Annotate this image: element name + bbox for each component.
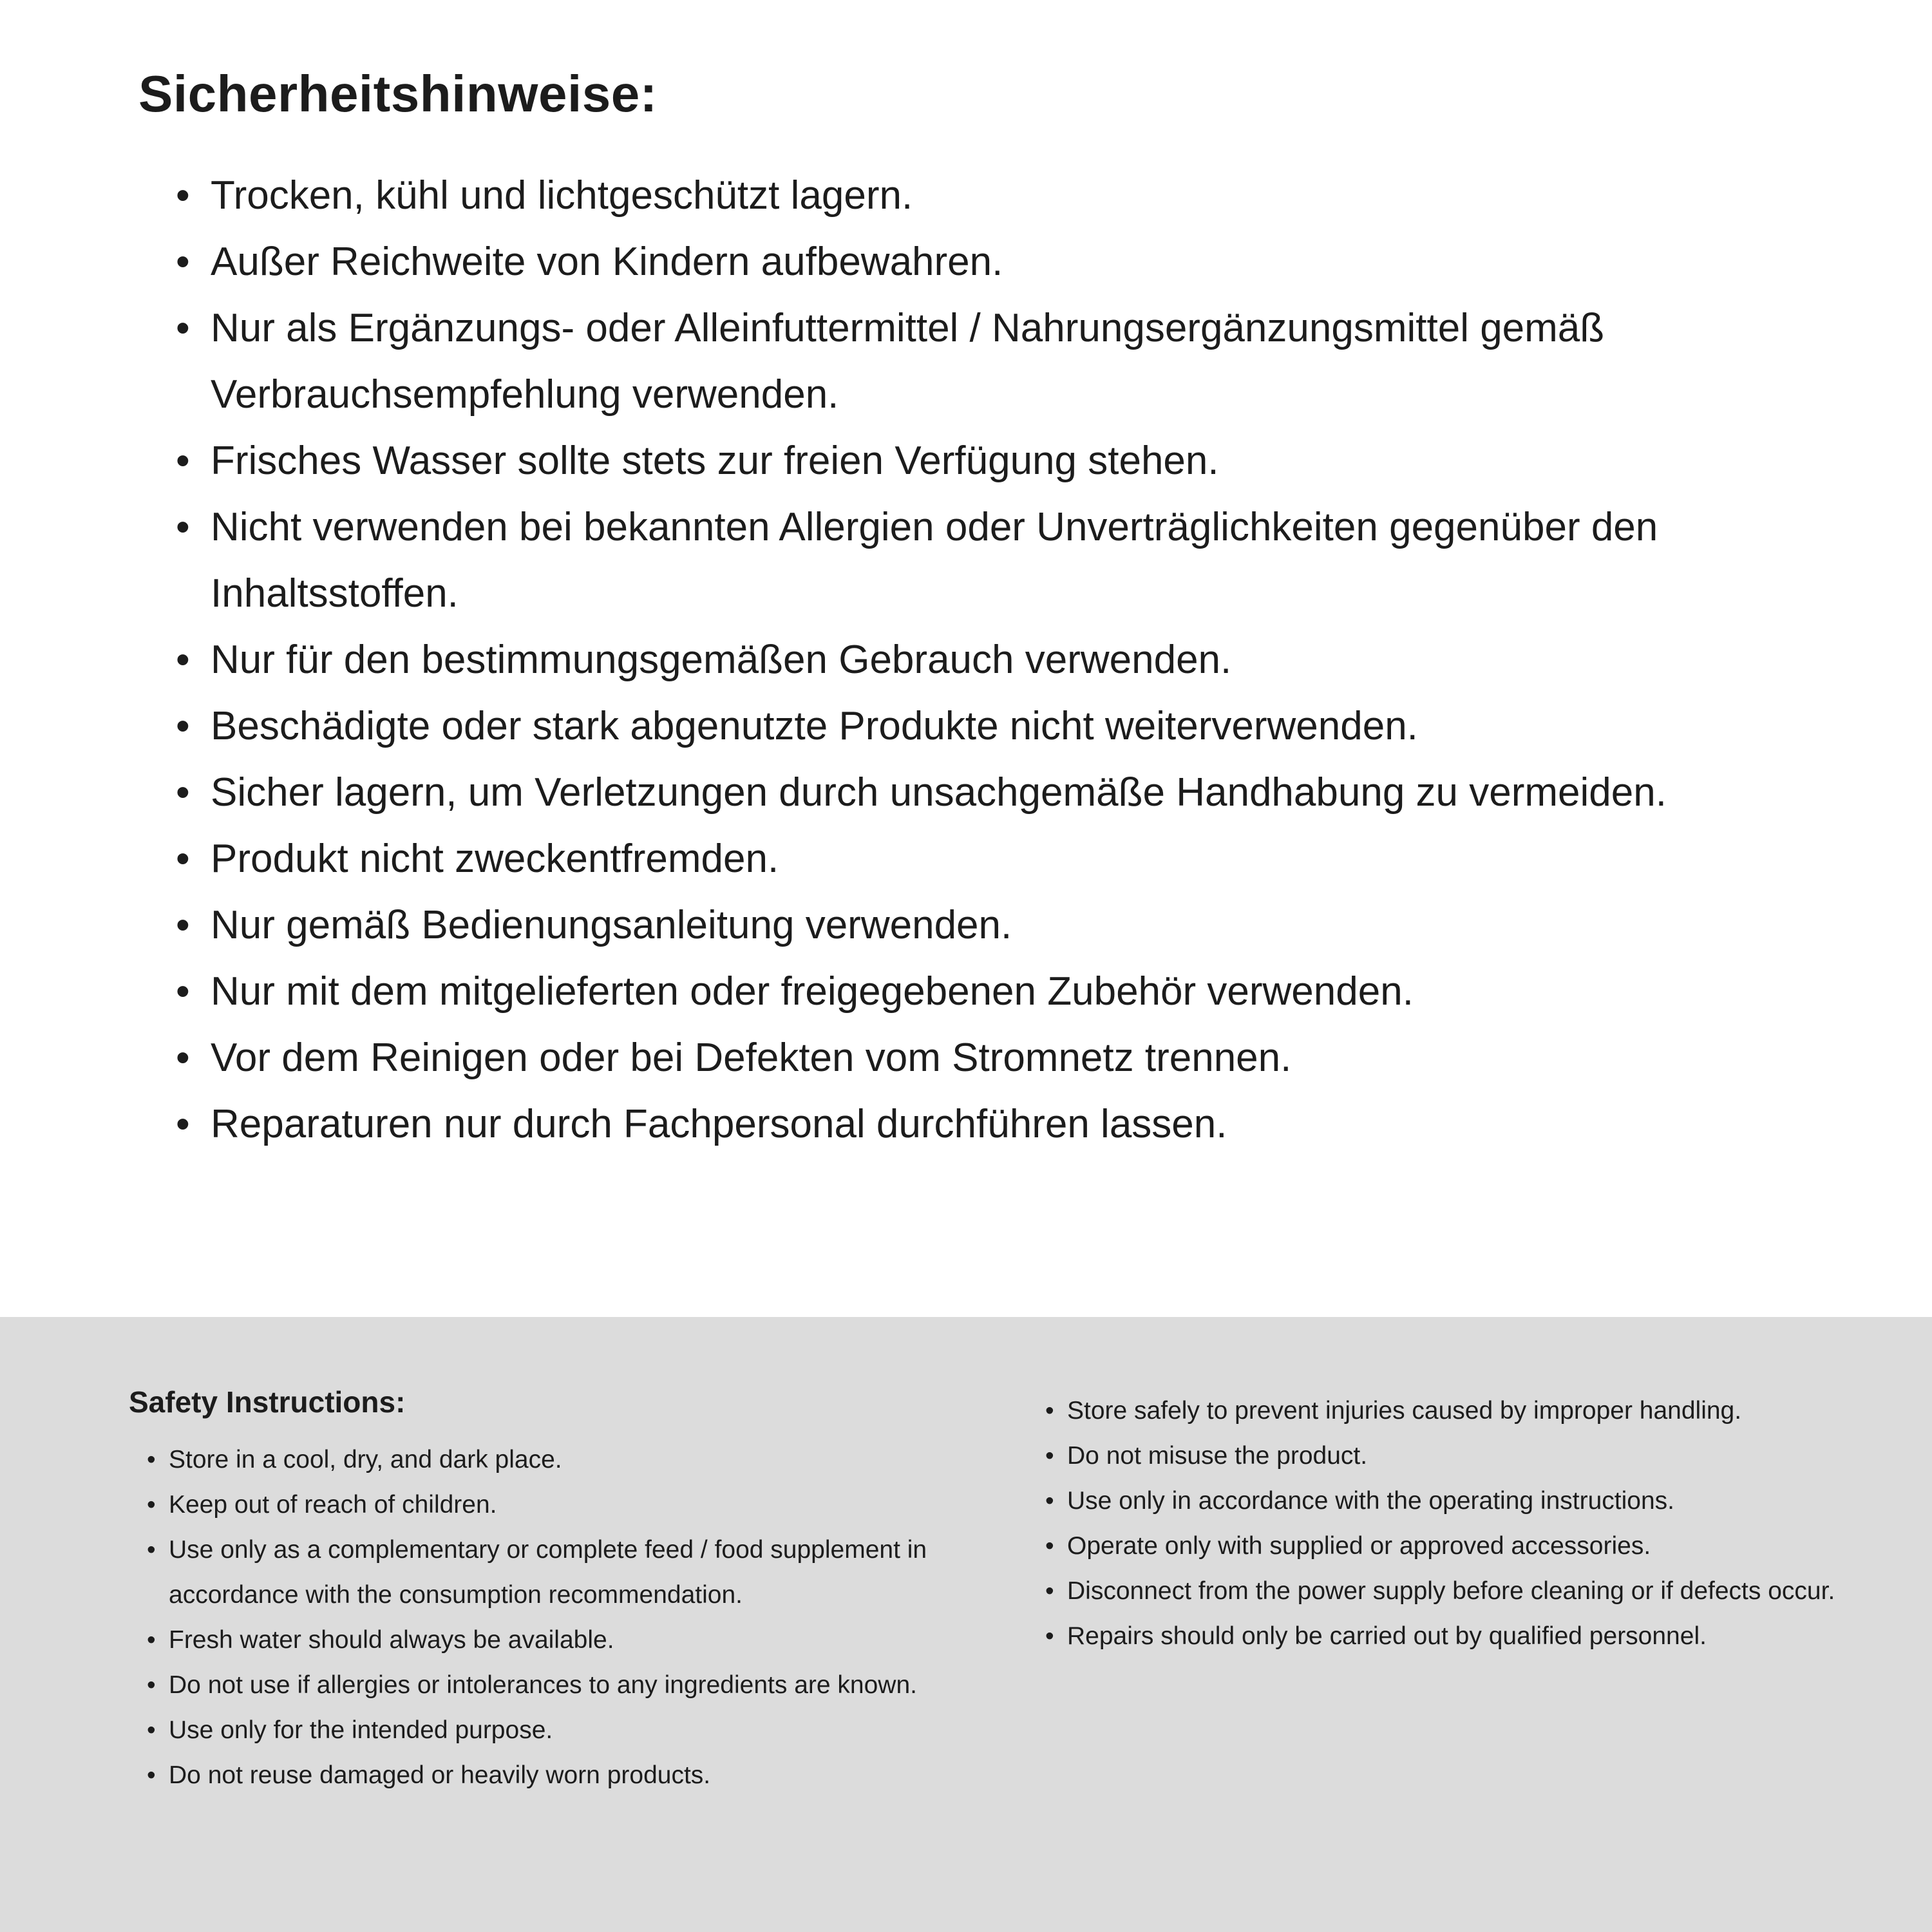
english-safety-item: • Do not use if allergies or intolerances to any ingredients are known.	[129, 1663, 969, 1708]
german-safety-item: • Trocken, kühl und lichtgeschützt lagern.	[138, 162, 1868, 229]
english-section	[0, 1317, 1932, 1932]
german-safety-item: • Nur gemäß Bedienungsanleitung verwenden.	[138, 892, 1868, 958]
german-safety-item: • Reparaturen nur durch Fachpersonal durchführen lassen.	[138, 1091, 1868, 1157]
english-safety-item: • Repairs should only be carried out by qualified personnel.	[1027, 1614, 1868, 1659]
english-right-column	[1027, 1385, 1868, 1932]
german-safety-item: • Frisches Wasser sollte stets zur freien Verfügung stehen.	[138, 428, 1868, 494]
english-safety-item: • Use only as a complementary or complete feed / food supplement in accordance with the consumption recommendation.	[129, 1528, 969, 1618]
english-safety-item: • Use only in accordance with the operating instructions.	[1027, 1479, 1868, 1524]
english-safety-item: • Do not misuse the product.	[1027, 1434, 1868, 1479]
german-safety-item: • Sicher lagern, um Verletzungen durch unsachgemäße Handhabung zu vermeiden.	[138, 759, 1868, 826]
english-safety-item: • Do not reuse damaged or heavily worn products.	[129, 1753, 969, 1798]
english-safety-list-right	[1027, 1388, 1868, 1659]
german-title: Sicherheitshinweise:	[138, 65, 658, 122]
english-title: Safety Instructions:	[129, 1385, 406, 1419]
english-safety-item: • Fresh water should always be available.	[129, 1618, 969, 1663]
german-safety-item: • Nur als Ergänzungs- oder Alleinfuttermittel / Nahrungsergänzungsmittel gemäß Verbrauchsempfehlung verwenden.	[138, 295, 1868, 428]
german-safety-item: • Nur für den bestimmungsgemäßen Gebrauch verwenden.	[138, 627, 1868, 693]
german-safety-item: • Nur mit dem mitgelieferten oder freigegebenen Zubehör verwenden.	[138, 958, 1868, 1025]
english-safety-list-left	[129, 1437, 969, 1798]
english-safety-item: • Disconnect from the power supply before cleaning or if defects occur.	[1027, 1569, 1868, 1614]
english-safety-item: • Keep out of reach of children.	[129, 1482, 969, 1528]
german-safety-list	[138, 162, 1868, 1157]
english-safety-item: • Operate only with supplied or approved accessories.	[1027, 1524, 1868, 1569]
german-safety-item: • Nicht verwenden bei bekannten Allergien oder Unverträglichkeiten gegenüber den Inhaltsstoffen.	[138, 494, 1868, 627]
german-safety-item: • Beschädigte oder stark abgenutzte Produkte nicht weiterverwenden.	[138, 693, 1868, 759]
english-left-column	[129, 1385, 969, 1932]
german-safety-item: • Produkt nicht zweckentfremden.	[138, 826, 1868, 892]
german-safety-item: • Vor dem Reinigen oder bei Defekten vom Stromnetz trennen.	[138, 1025, 1868, 1091]
english-safety-item: • Store in a cool, dry, and dark place.	[129, 1437, 969, 1482]
german-safety-item: • Außer Reichweite von Kindern aufbewahren.	[138, 229, 1868, 295]
english-safety-item: • Store safely to prevent injuries caused by improper handling.	[1027, 1388, 1868, 1434]
english-safety-item: • Use only for the intended purpose.	[129, 1708, 969, 1753]
